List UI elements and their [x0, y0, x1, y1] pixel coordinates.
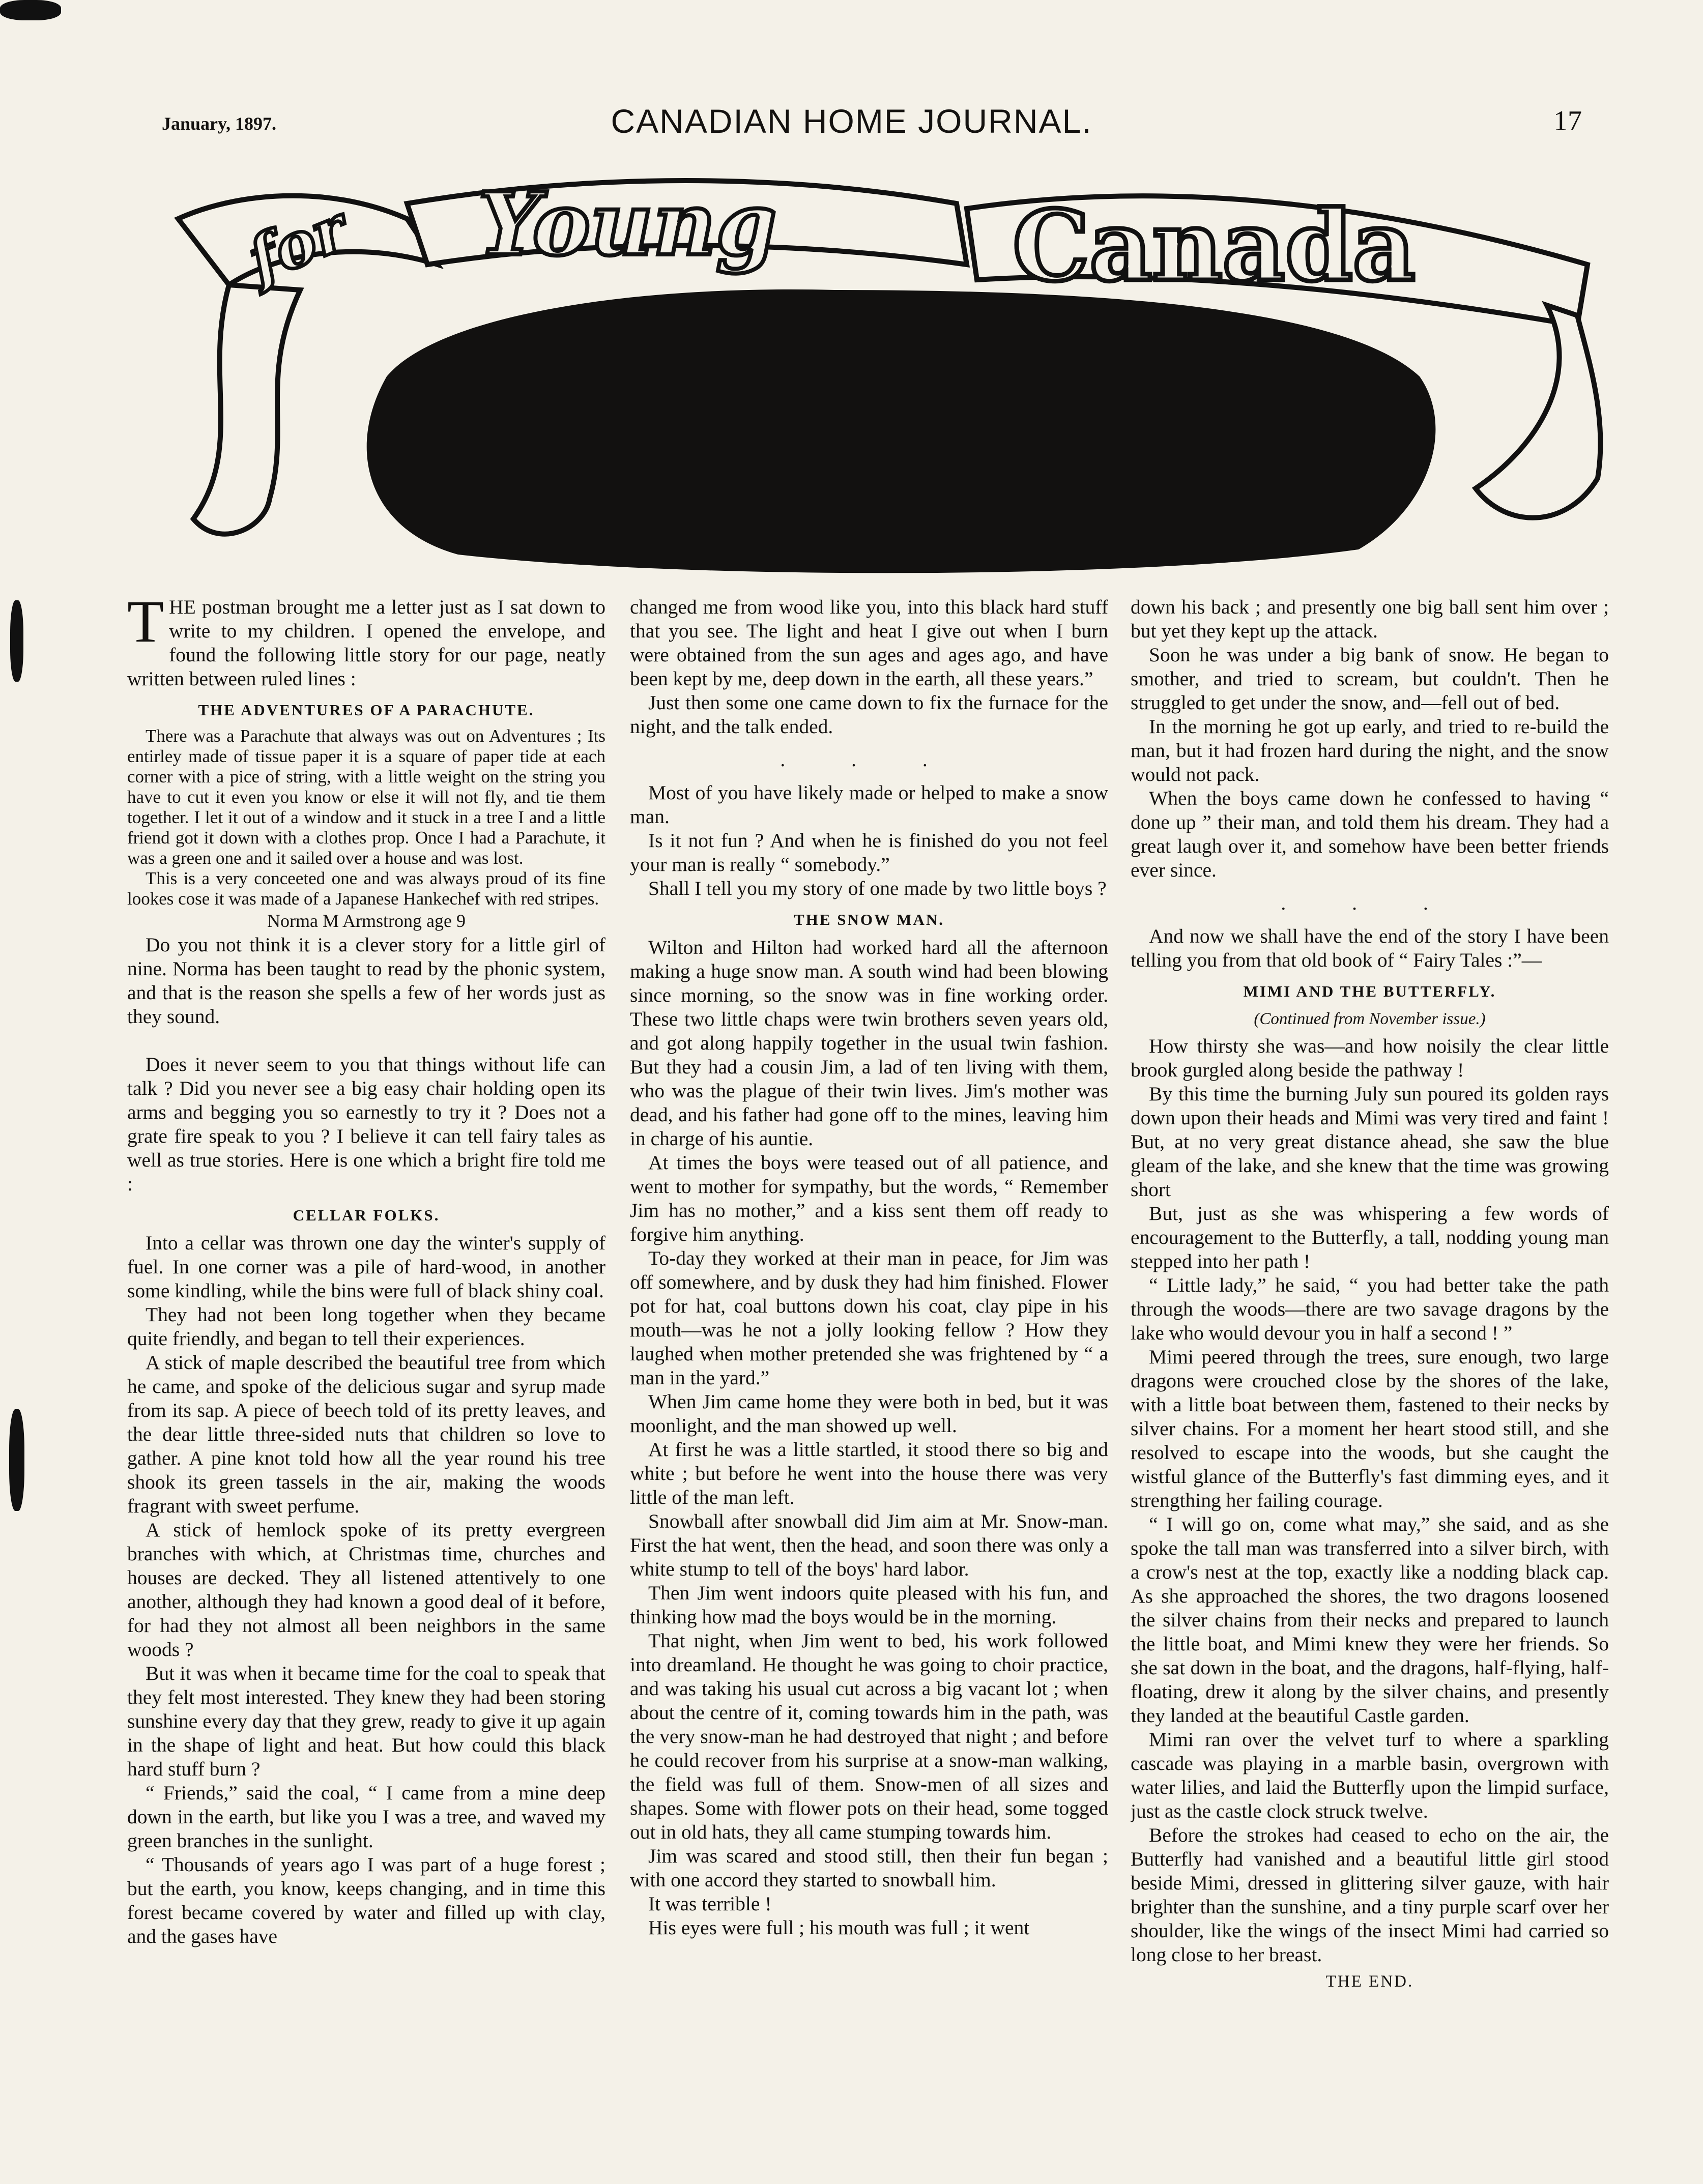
story-end-marker: THE END.	[1325, 1972, 1414, 1991]
body-paragraph: A stick of hemlock spoke of its pretty evergreen branches with which, at Christmas time, churches and houses are decked. They all listened attentively to one another, although they had known a good deal of it before, for had they not almost all been neighbors in the same woods ?	[127, 1519, 605, 1661]
continued-note: (Continued from November issue.)	[1254, 1010, 1486, 1028]
snowman-heading: THE SNOW MAN.	[794, 911, 944, 928]
body-paragraph: His eyes were full ; his mouth was full ; it went	[648, 1916, 1030, 1939]
body-paragraph: And now we shall have the end of the story I have been telling you from that old book of “ Fairy Tales :”—	[1131, 925, 1609, 971]
banner-word-canada: Canada	[1013, 189, 1416, 303]
banner-word-for: for	[238, 192, 357, 296]
body-paragraph: changed me from wood like you, into this black hard stuff that you see. The light and heat I give out when I burn were obtained from the sun ages and ages ago, and have been kept by me, deep down in the earth, all these years.”	[630, 596, 1108, 690]
parachute-paragraph: This is a very conceeted one and was always proud of its fine lookes cose it was made of a Japanese Hankechef with red stripes.	[127, 868, 605, 909]
ink-smudge-top-left	[0, 0, 61, 20]
body-paragraph: That night, when Jim went to bed, his work followed into dreamland. He thought he was going to choir practice, and was taking his usual cut across a big vacant lot ; when about the centre of it, coming towards him in the path, was the very snow-man he had destroyed that night ; and before he could recover from his surprise at a snow-man walking, the field was full of them. Snow-men of all sizes and shapes. Some with flower pots on their head, some togged out in old hats, they all came stumping towards him.	[630, 1629, 1108, 1843]
body-paragraph: They had not been long together when they became quite friendly, and began to tell their experiences.	[127, 1303, 605, 1350]
body-paragraph: A stick of maple described the beautiful tree from which he came, and spoke of the delicious sugar and syrup made from its sap. A piece of beech told of its pretty leaves, and the dear little three-sided nuts that children so love to gather. A pine knot told how all the year round his tree shook its green tassels in the air, making the woods fragrant with sweet perfume.	[127, 1351, 605, 1517]
body-paragraph: Just then some one came down to fix the furnace for the night, and the talk ended.	[630, 691, 1108, 738]
body-paragraph: Snowball after snowball did Jim aim at Mr. Snow-man. First the hat went, then the head, and soon there was only a white stump to tell of the boys' hard labor.	[630, 1510, 1108, 1580]
body-paragraph: Before the strokes had ceased to echo on the air, the Butterfly had vanished and a beautiful little girl stood beside Mimi, dressed in glittering silver gauze, with hair brighter than the sunshine, and a tiny purple scarf over her shoulder, like the wings of the insect Mimi had carried so long close to her breast.	[1131, 1824, 1609, 1966]
intro-paragraph: THE postman brought me a letter just as I sat down to write to my children. I opened the envelope, and found the following little story for our page, neatly written between ruled lines :	[127, 595, 605, 690]
story-signature: Norma M Armstrong age 9	[267, 911, 466, 931]
body-paragraph: At first he was a little startled, it stood there so big and white ; but before he went into the house there was very little of the man left.	[630, 1438, 1108, 1508]
ink-smudge-margin-lower	[9, 1409, 24, 1511]
body-paragraph: How thirsty she was—and how noisily the clear little brook gurgled along beside the pathway !	[1131, 1035, 1609, 1081]
body-paragraph: “ Thousands of years ago I was part of a huge forest ; but the earth, you know, keeps changing, and in time this forest became covered by water and filled up with clay, and the gases have	[127, 1853, 605, 1947]
body-paragraph: Does it never seem to you that things without life can talk ? Did you never see a big easy chair holding open its arms and begging you so earnestly to try it ? Does not a grate fire speak to you ? I believe it can tell fairy tales as well as true stories. Here is one which a bright fire told me :	[127, 1053, 605, 1195]
body-paragraph: When the boys came down he confessed to having “ done up ” their man, and told them his dream. They had a great laugh over it, and somehow have been better friends ever since.	[1131, 787, 1609, 881]
column-middle	[630, 595, 1108, 2132]
ink-smudge-margin-left	[10, 600, 23, 682]
body-paragraph: Mimi peered through the trees, sure enough, two large dragons were crouched close by the shores of the lake, with a little boat between them, fastened to their necks by silver chains. For a moment her heart stood still, and she resolved to escape into the woods, but she caught the wistful glance of the Butterfly's fast dimming eyes, and it strengthing her failing courage.	[1131, 1346, 1609, 1511]
body-paragraph: In the morning he got up early, and tried to re-build the man, but it had frozen hard during the night, and the snow would not pack.	[1131, 715, 1609, 785]
banner-illustration	[173, 163, 1608, 580]
ribbon-right-tail	[1476, 305, 1600, 518]
body-paragraph: Do you not think it is a clever story for a little girl of nine. Norma has been taught to read by the phonic system, and that is the reason she spells a few of her words just as they sound.	[127, 934, 605, 1028]
body-paragraph: But, just as she was whispering a few words of encouragement to the Butterfly, a tall, nodding young man stepped into her path !	[1131, 1202, 1609, 1272]
parachute-heading: THE ADVENTURES OF A PARACHUTE.	[198, 701, 535, 719]
body-paragraph: “ Friends,” said the coal, “ I came from a mine deep down in the earth, but like you I was a tree, and waved my green branches in the sunlight.	[127, 1782, 605, 1852]
cellar-heading: CELLAR FOLKS.	[293, 1206, 440, 1224]
body-paragraph: Is it not fun ? And when he is finished do you not feel your man is really “ somebody.”	[630, 829, 1108, 876]
ribbon-left-tail	[193, 285, 300, 534]
column-right	[1131, 595, 1609, 2132]
banner-dark-mass	[367, 289, 1436, 573]
section-break: . . .	[1281, 892, 1459, 914]
column-left	[127, 595, 605, 2132]
body-paragraph: Soon he was under a big bank of snow. He began to smother, and tried to scream, but couldn't. Then he struggled to get under the snow, and—fell out of bed.	[1131, 644, 1609, 714]
issue-date: January, 1897.	[162, 113, 277, 134]
body-paragraph: Mimi ran over the velvet turf to where a sparkling cascade was playing in a marble basin, overgrown with water lilies, and laid the Butterfly upon the limpid surface, just as the castle clock struck twelve.	[1131, 1728, 1609, 1822]
body-paragraph: At times the boys were teased out of all patience, and went to mother for sympathy, but the words, “ Remember Jim has no mother,” and a kiss sent them off ready to forgive him anything.	[630, 1151, 1108, 1245]
mimi-heading: MIMI AND THE BUTTERFLY.	[1243, 982, 1496, 1000]
page-header	[0, 102, 1703, 142]
body-paragraph: Then Jim went indoors quite pleased with his fun, and thinking how mad the boys would be in the morning.	[630, 1582, 1108, 1628]
body-paragraph: Shall I tell you my story of one made by two little boys ?	[648, 877, 1107, 899]
body-paragraph: Most of you have likely made or helped to make a snow man.	[630, 781, 1108, 828]
body-paragraph: Wilton and Hilton had worked hard all the afternoon making a huge snow man. A south wind had been blowing since morning, so the snow was in fine working order. These two little chaps were twin brothers seven years old, and got along happily together in the usual twin fashion. But they had a cousin Jim, a lad of ten living with them, who was the plague of their twin lives. Jim's mother was dead, and his father had gone off to the mines, leaving him in charge of his auntie.	[630, 936, 1108, 1150]
body-paragraph: By this time the burning July sun poured its golden rays down upon their heads and Mimi was very tired and faint ! But, at no very great distance ahead, she saw the blue gleam of the lake, and she knew that the time was growing short	[1131, 1083, 1609, 1201]
page-number: 17	[1553, 105, 1582, 137]
body-paragraph: But it was when it became time for the coal to speak that they felt most interested. They knew they had been storing sunshine every day that they grew, ready to give it up again in the shape of light and heat. But how could this black hard stuff burn ?	[127, 1662, 605, 1780]
young-canada-banner	[173, 163, 1608, 580]
body-paragraph: “ Little lady,” he said, “ you had better take the path through the woods—there are two savage dragons by the lake who would devour you in half a second ! ”	[1131, 1274, 1609, 1344]
body-paragraph: down his back ; and presently one big ball sent him over ; but yet they kept up the attack.	[1131, 596, 1609, 642]
drop-cap: T	[127, 595, 164, 655]
body-paragraph: To-day they worked at their man in peace, for Jim was off somewhere, and by dusk they had him finished. Flower pot for hat, coal buttons down his coat, clay pipe in his mouth—was he not a jolly looking fellow ? How they laughed when mother pretended she was frightened by “ a man in the yard.”	[630, 1247, 1108, 1389]
section-break: . . .	[780, 748, 958, 771]
body-paragraph: Jim was scared and stood still, then their fun began ; with one accord they started to snowball him.	[630, 1845, 1108, 1891]
parachute-paragraph: There was a Parachute that always was out on Adventures ; Its entirley made of tissue paper it is a square of paper tide at each corner with a pice of string, with a little weight on the string you have to cut it even you know or else it will not fly, and tie them together. I let it out of a window and it stuck in a tree I and a little friend got it down with a clothes prop. Once I had a Parachute, it was a green one and it sailed over a house and was lost.	[127, 726, 605, 868]
body-paragraph: “ I will go on, come what may,” she said, and as she spoke the tall man was transferred into a silver birch, with a crow's nest at the top, exactly like a nodding black cap. As she approached the shores, the two dragons loosened the silver chains from their necks and prepared to launch the little boat, and Mimi knew they were her friends. So she sat down in the boat, and the dragons, half-flying, half-floating, drew it along by the silver chains, and presently they landed at the beautiful Castle garden.	[1131, 1513, 1609, 1727]
body-paragraph: It was terrible !	[648, 1892, 772, 1915]
body-paragraph: Into a cellar was thrown one day the winter's supply of fuel. In one corner was a pile of hard-wood, in another some kindling, while the bins were full of black shiny coal.	[127, 1232, 605, 1302]
body-paragraph: When Jim came home they were both in bed, but it was moonlight, and the man showed up well.	[630, 1390, 1108, 1437]
banner-word-young: Young	[478, 173, 777, 275]
publication-title: CANADIAN HOME JOURNAL.	[611, 102, 1092, 140]
